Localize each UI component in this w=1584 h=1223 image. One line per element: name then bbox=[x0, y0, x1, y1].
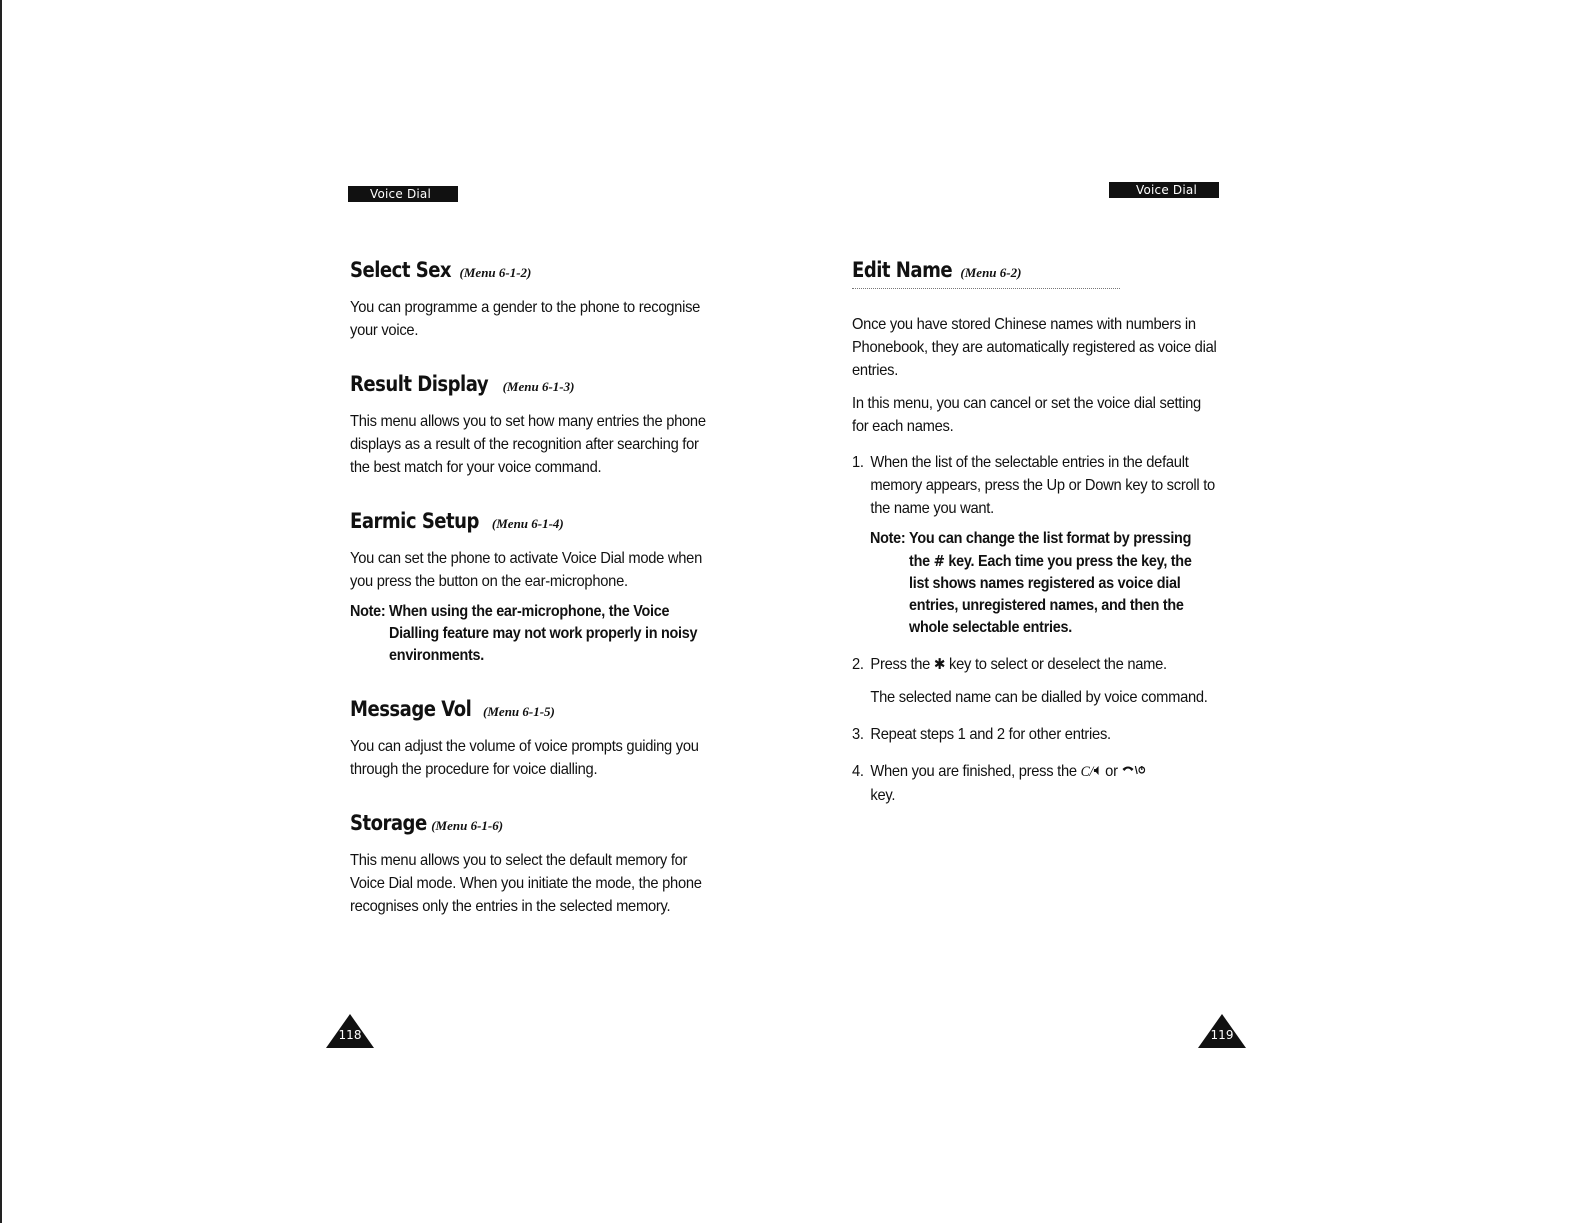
page-number-marker-right bbox=[1198, 1014, 1246, 1048]
star-key-icon: ✱ bbox=[933, 655, 946, 673]
page-number-marker-left bbox=[326, 1014, 374, 1048]
clear-key-icon bbox=[1081, 764, 1102, 780]
section-body: You can adjust the volume of voice prompts guiding you through the procedure for voice dialling. bbox=[350, 738, 699, 778]
menu-code: (Menu 6-1-2) bbox=[459, 265, 532, 280]
section-title bbox=[350, 697, 730, 721]
page-edge-line bbox=[0, 0, 2, 1223]
paragraph: In this menu, you can cancel or set the voice dial setting for each names. bbox=[852, 395, 1201, 435]
menu-code: (Menu 6-1-6) bbox=[431, 818, 504, 833]
right-page-column bbox=[852, 258, 1232, 807]
step-text-part: Press the bbox=[870, 656, 931, 673]
step-text-part: key. bbox=[870, 787, 896, 804]
menu-code: (Menu 6-1-3) bbox=[502, 379, 575, 394]
section-heading: Storage bbox=[350, 811, 427, 835]
section-body: This menu allows you to set how many entries the phone displays as a result of the recognition after searching for the best match for your voice command. bbox=[350, 413, 706, 476]
section-body: This menu allows you to select the default memory for Voice Dial mode. When you initiate the mode, the phone recognises only the entries in the selected memory. bbox=[350, 852, 702, 915]
note-label: Note: bbox=[870, 530, 906, 547]
section-title bbox=[350, 258, 730, 282]
section-result-display bbox=[350, 372, 730, 479]
section-heading: Edit Name bbox=[852, 258, 953, 282]
step-2 bbox=[852, 653, 1220, 676]
section-title bbox=[350, 372, 730, 396]
speaker-small-icon bbox=[1093, 765, 1101, 776]
page-number: 119 bbox=[1210, 1028, 1234, 1042]
menu-code: (Menu 6-1-4) bbox=[491, 516, 564, 531]
header-tab-left: Voice Dial bbox=[348, 186, 458, 202]
step-3 bbox=[852, 723, 1220, 746]
step-text bbox=[870, 760, 1220, 807]
dotted-divider bbox=[852, 288, 1120, 289]
section-heading: Result Display bbox=[350, 372, 489, 396]
step-text-part: key to select or deselect the name. bbox=[949, 656, 1167, 673]
step-2-detail: The selected name can be dialled by voice command. bbox=[870, 689, 1208, 706]
step-number: 2. bbox=[852, 656, 864, 673]
section-storage bbox=[350, 811, 730, 918]
section-select-sex bbox=[350, 258, 730, 342]
step-number: 3. bbox=[852, 726, 864, 743]
section-heading: Select Sex bbox=[350, 258, 452, 282]
step-text-part: When you are finished, press the bbox=[870, 763, 1077, 780]
section-heading: Message Vol bbox=[350, 697, 472, 721]
note-text-part: key. Each time you press the key, the list shows names registered as voice dial entries, unregistered names, and then the whole selectable entries. bbox=[909, 553, 1192, 636]
step-text: When the list of the selectable entries in the default memory appears, press the Up or Down key to scroll to the name you want. bbox=[870, 454, 1215, 517]
step-text: Repeat steps 1 and 2 for other entries. bbox=[870, 726, 1111, 743]
menu-code: (Menu 6-1-5) bbox=[483, 704, 555, 719]
step-4 bbox=[852, 760, 1220, 807]
section-title bbox=[852, 258, 1232, 282]
section-earmic-setup bbox=[350, 509, 730, 667]
page-number: 118 bbox=[338, 1028, 362, 1042]
left-page-column bbox=[350, 258, 730, 918]
step-number: 1. bbox=[852, 454, 864, 471]
end-call-power-key-icon bbox=[1122, 764, 1146, 776]
note-label: Note: bbox=[350, 603, 386, 620]
section-body: You can set the phone to activate Voice Dial mode when you press the button on the ear-microphone. bbox=[350, 550, 702, 590]
section-title bbox=[350, 509, 730, 533]
section-body: You can programme a gender to the phone to recognise your voice. bbox=[350, 299, 701, 339]
note-text-part: You can change the list format by pressing the bbox=[909, 530, 1192, 570]
note-text bbox=[905, 528, 1230, 639]
section-message-vol bbox=[350, 697, 730, 781]
step-1 bbox=[852, 451, 1220, 520]
clear-key-label: C/ bbox=[1080, 764, 1094, 780]
note bbox=[852, 528, 1230, 639]
step-number: 4. bbox=[852, 763, 864, 780]
header-tab-right: Voice Dial bbox=[1109, 182, 1219, 198]
note-text: When using the ear-microphone, the Voice Dialling feature may not work properly in noisy environments. bbox=[389, 603, 698, 664]
step-text-part: or bbox=[1105, 763, 1118, 780]
section-title bbox=[350, 811, 730, 835]
section-heading: Earmic Setup bbox=[350, 509, 479, 533]
menu-code: (Menu 6-2) bbox=[960, 265, 1022, 280]
hash-key-icon: # bbox=[933, 552, 945, 570]
note bbox=[350, 601, 710, 667]
paragraph: Once you have stored Chinese names with numbers in Phonebook, they are automatically registered as voice dial entries. bbox=[852, 316, 1217, 379]
step-text bbox=[870, 653, 1220, 676]
